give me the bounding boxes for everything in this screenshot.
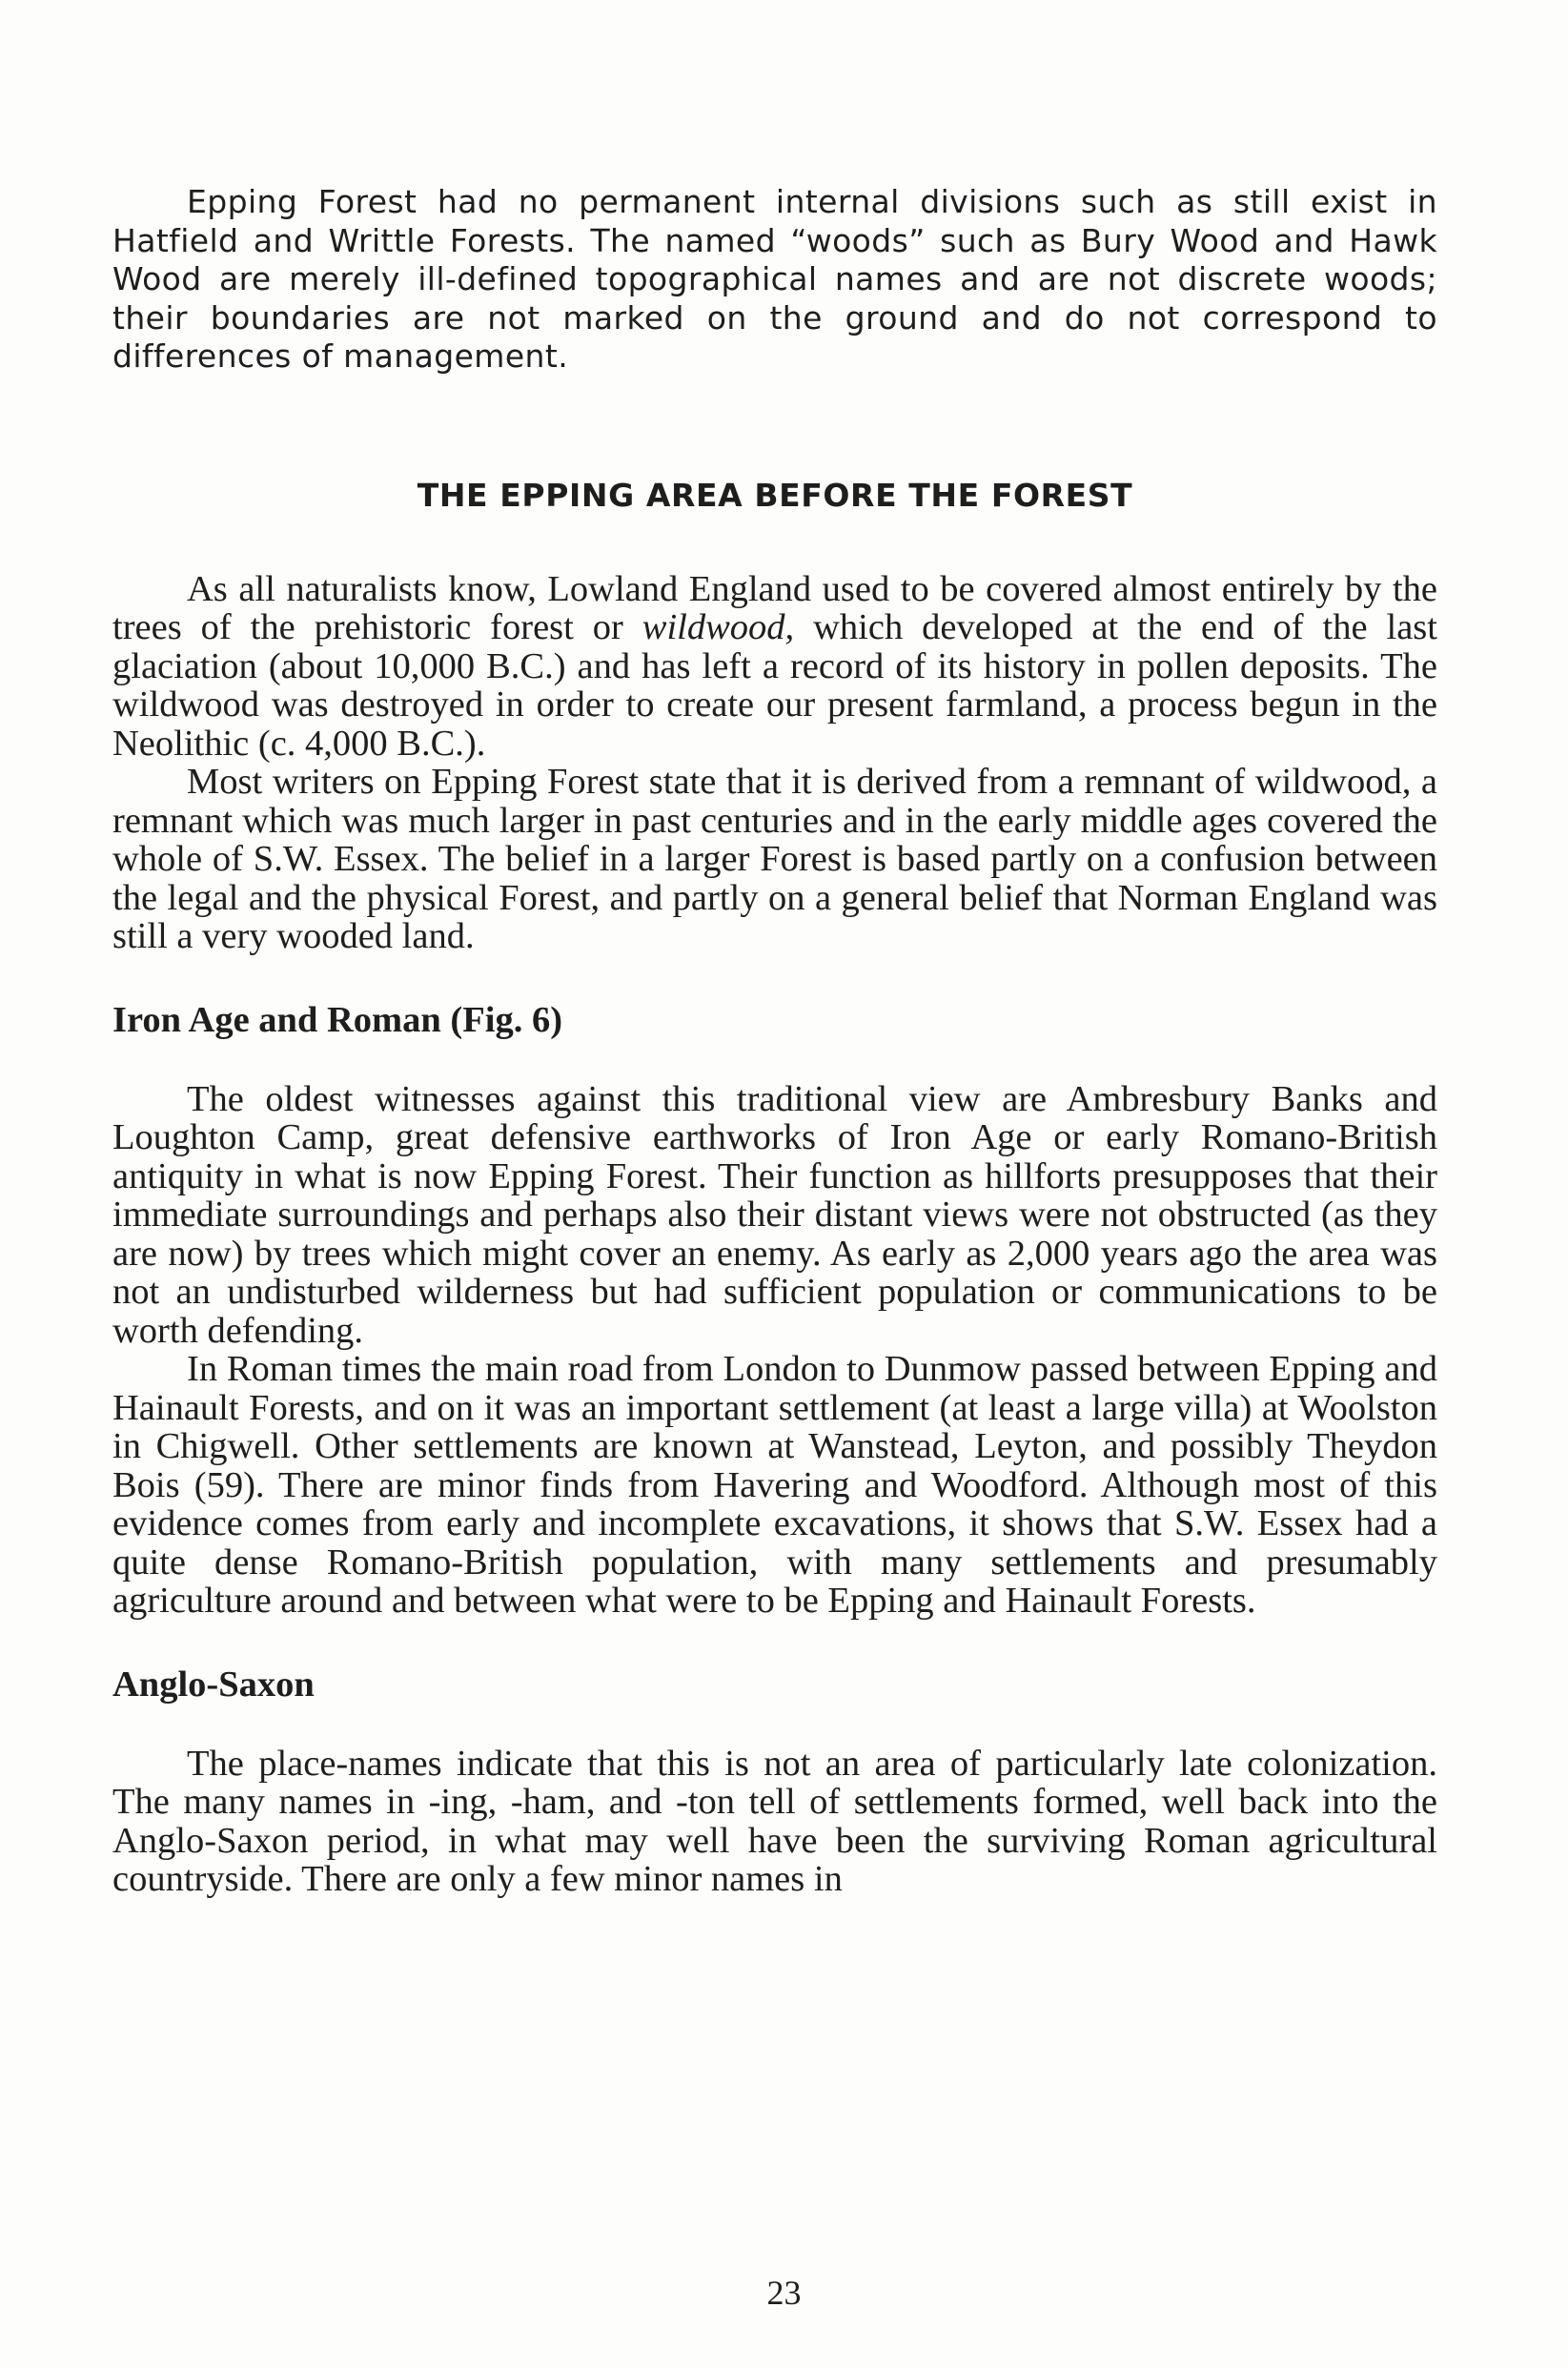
place-names-paragraph: The place-names indicate that this is not an area of particularly late colonization. The many names in -ing, -ham, and -ton tell of settlements formed, well back into the Anglo-Saxon period, in what may well have been the surviving Roman agricultural countryside. There are only a few minor names in — [112, 1743, 1437, 1899]
writers-paragraph: Most writers on Epping Forest state that it is derived from a remnant of wildwood, a remnant which was much larger in past centuries and in the early middle ages covered the whole of S.W. Essex. The belief in a larger Forest is based partly on a confusion between the legal and the physical Forest, and partly on a general belief that Norman England was still a very wooded land. — [112, 762, 1437, 956]
wildwood-italic-term: wildwood, — [641, 607, 795, 647]
intro-paragraph: Epping Forest had no permanent internal divisions such as still exist in Hatfield and Writtle Forests. The named “woods” such as Bury Wood and Hawk Wood are merely ill-defined topographical names and are not discrete woods; their boundaries are not marked on the ground and do not correspond to differences of management. — [112, 183, 1437, 375]
anglo-saxon-subheading-title: Anglo-Saxon — [112, 1664, 315, 1705]
page-number: 23 — [766, 2274, 802, 2312]
iron-age-subheading-figure-ref: (Fig. 6) — [440, 999, 563, 1040]
wildwood-paragraph — [112, 570, 1437, 764]
iron-age-subheading — [112, 999, 1437, 1041]
anglo-saxon-subheading — [112, 1664, 1437, 1705]
hillforts-paragraph: The oldest witnesses against this traditional view are Ambresbury Banks and Loughton Camp, great defensive earthworks of Iron Age or early Romano-British antiquity in what is now Epping Forest. Their function as hillforts presupposes that their immediate surroundings and perhaps also their distant views were not obstructed (as they are now) by trees which might cover an enemy. As early as 2,000 years ago the area was not an undisturbed wilderness but had sufficient population or communications to be worth defending. — [112, 1078, 1437, 1351]
wildwood-paragraph-start: As all naturalists know, Lowland England used to be covered almost entirely by the trees of the prehistoric forest or — [112, 568, 1437, 647]
roman-road-paragraph: In Roman times the main road from London to Dunmow passed between Epping and Hainault Forests, and on it was an important settlement (at least a large villa) at Woolston in Chigwell. Other settlements are known at Wanstead, Leyton, and possibly Theydon Bois (59). There are minor finds from Havering and Woodford. Although most of this evidence comes from early and incomplete excavations, it shows that S.W. Essex had a quite dense Romano-British population, with many settlements and presumably agriculture around and between what were to be Epping and Hainault Forests. — [112, 1349, 1437, 1621]
wildwood-paragraph-end: which developed at the end of the last glaciation (about 10,000 B.C.) and has left a record of its history in pollen deposits. The wildwood was destroyed in order to create our present farmland, a process begun in the Neolithic (c. 4,000 B.C.). — [112, 607, 1437, 764]
text-column — [112, 183, 1437, 1899]
section-heading: THE EPPING AREA BEFORE THE FOREST — [417, 476, 1133, 514]
iron-age-subheading-title: Iron Age and Roman — [112, 999, 441, 1040]
